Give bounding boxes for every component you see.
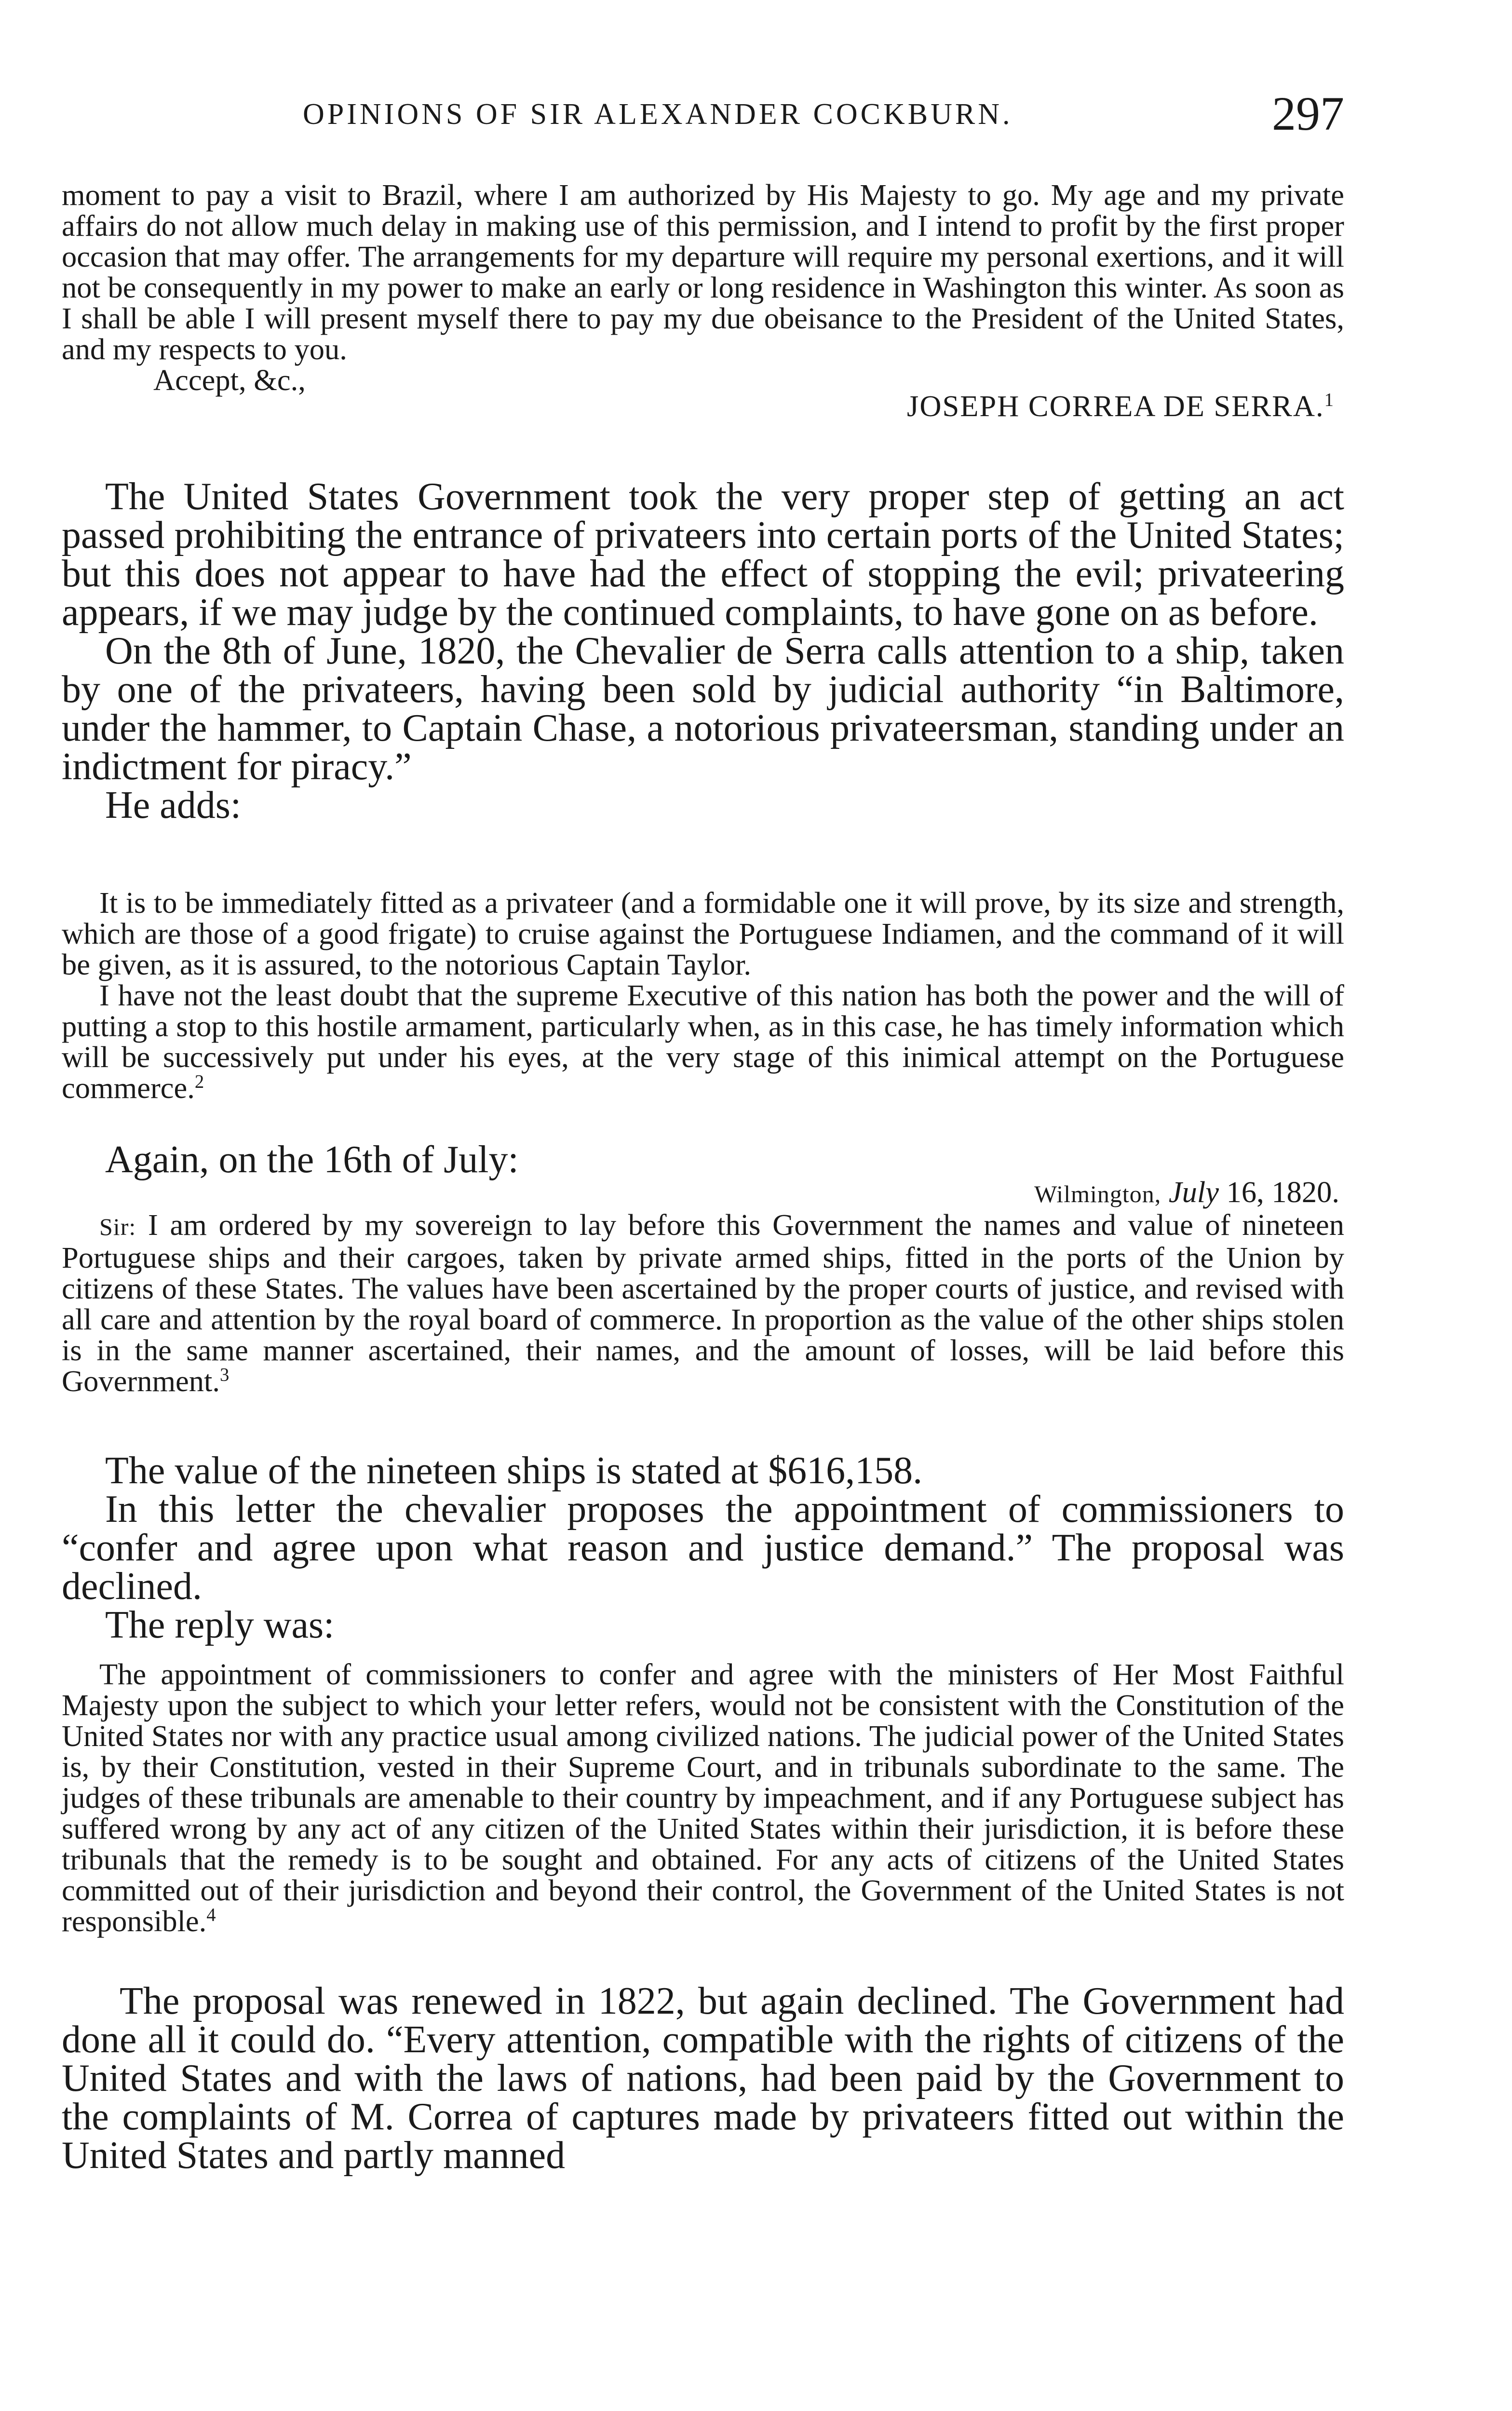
block-quote-2 — [62, 1659, 1344, 1937]
running-title: OPINIONS OF SIR ALEXANDER COCKBURN. — [303, 98, 1013, 131]
letter-wilmington — [62, 1177, 1344, 1396]
running-header — [62, 86, 1344, 144]
paragraph: The United States Government took the very proper step of getting an act passed prohibiting the entrance of privateers into certain ports of the United States; but this does not appear to have had the effect of stopping the evil; privateering appears, if we may judge by the continued complaints, to have gone on as before. — [62, 475, 1344, 634]
footnote-ref: 2 — [194, 1071, 204, 1092]
footnote-ref: 3 — [220, 1364, 230, 1385]
letter-signature: JOSEPH CORREA DE SERRA.$^1$ — [907, 389, 1335, 423]
paragraph: In this letter the chevalier proposes the appointment of commissioners to “confer and agree upon what reason and justice demand.” The proposal was declined. — [62, 1488, 1344, 1608]
paragraph: Again, on the 16th of July: — [105, 1138, 519, 1181]
paragraph: He adds: — [105, 784, 242, 826]
letter-continuation — [62, 179, 1344, 421]
paragraph: The proposal was renewed in 1822, but again declined. The Government had done all it could do. “Every attention, compatible with the rights of citizens of the United States and with the laws of nations, had been paid by the Government to the complaints of M. Correa of captures made by privateers fitted out within the United States and partly manned — [62, 1980, 1344, 2177]
paragraph: On the 8th of June, 1820, the Chevalier de Serra calls attention to a ship, taken by one of the privateers, having been sold by judicial authority “in Baltimore, under the hammer, to Captain Chase, a notorious privateersman, standing under an indictment for piracy.” — [62, 630, 1344, 788]
quote-paragraph: I have not the least doubt that the supreme Executive of this nation has both the power and the will of putting a stop to this hostile armament, particularly when, as in this case, he has timely information which will be successively put under his eyes, at the very stage of this inimical attempt on the Portuguese commerce.$^2$ — [62, 978, 1344, 1105]
paragraph: The value of the nineteen ships is stated at $616,158. — [105, 1449, 923, 1492]
letter-dateline: Wilmington, July 16, 1820. — [1034, 1175, 1339, 1209]
quote-paragraph: It is to be immediately fitted as a privateer (and a formidable one it will prove, by its size and strength, which are those of a good frigate) to cruise against the Portuguese Indiamen, and the command of it will be given, as it is assured, to the notorious Captain Taylor. — [62, 886, 1344, 981]
body-paragraph-final — [62, 1982, 1344, 2175]
body-paragraphs-2 — [62, 1451, 1344, 1644]
letter-body: moment to pay a visit to Brazil, where I am authorized by His Majesty to go. My age and my private affairs do not allow much delay in making use of this permission, and I intend to profit by the first proper occasion that may offer. The arrangements for my departure will require my personal exertions, and it will not be consequently in my power to make an early or long residence in Washington this winter. As soon as I shall be able I will present myself there to pay my due obeisance to the President of the United States, and my respects to you. — [62, 178, 1344, 366]
paragraph: The reply was: — [105, 1604, 335, 1646]
page — [62, 0, 1344, 2411]
body-paragraphs-1 — [62, 477, 1344, 825]
page-number: 297 — [1272, 87, 1344, 140]
block-quote-1 — [62, 887, 1344, 1103]
footnote-ref: 4 — [206, 1904, 216, 1925]
letter-closing: Accept, &c., — [153, 363, 306, 397]
footnote-ref: 1 — [1324, 389, 1335, 410]
letter-body: Sir: I am ordered by my sovereign to lay before this Government the names and value of nineteen Portuguese ships and their cargoes, taken by private armed ships, fitted in the ports of the Union by citizens of these States. The values have been ascertained by the proper courts of justice, and revised with all care and attention by the royal board of commerce. In proportion as the value of the other ships stolen is in the same manner ascertained, their names, and the amount of losses, will be laid before this Government.$^3$ — [62, 1208, 1345, 1398]
quote-paragraph: The appointment of commissioners to confer and agree with the ministers of Her Most Faithful Majesty upon the subject to which your letter refers, would not be consistent with the Constitution of the United States nor with any practice usual among civilized nations. The judicial power of the United States is, by their Constitution, vested in their Supreme Court, and in tribunals subordinate to the same. The judges of these tribunals are amenable to their country by impeachment, and if any Portuguese subject has suffered wrong by any act of any citizen of the United States within their jurisdiction, it is before these tribunals that the remedy is to be sought and obtained. For any acts of citizens of the United States committed out of their jurisdiction and beyond their control, the Government of the United States is not responsible.$^4$ — [62, 1657, 1344, 1938]
body-paragraph-again — [62, 1140, 1344, 1179]
